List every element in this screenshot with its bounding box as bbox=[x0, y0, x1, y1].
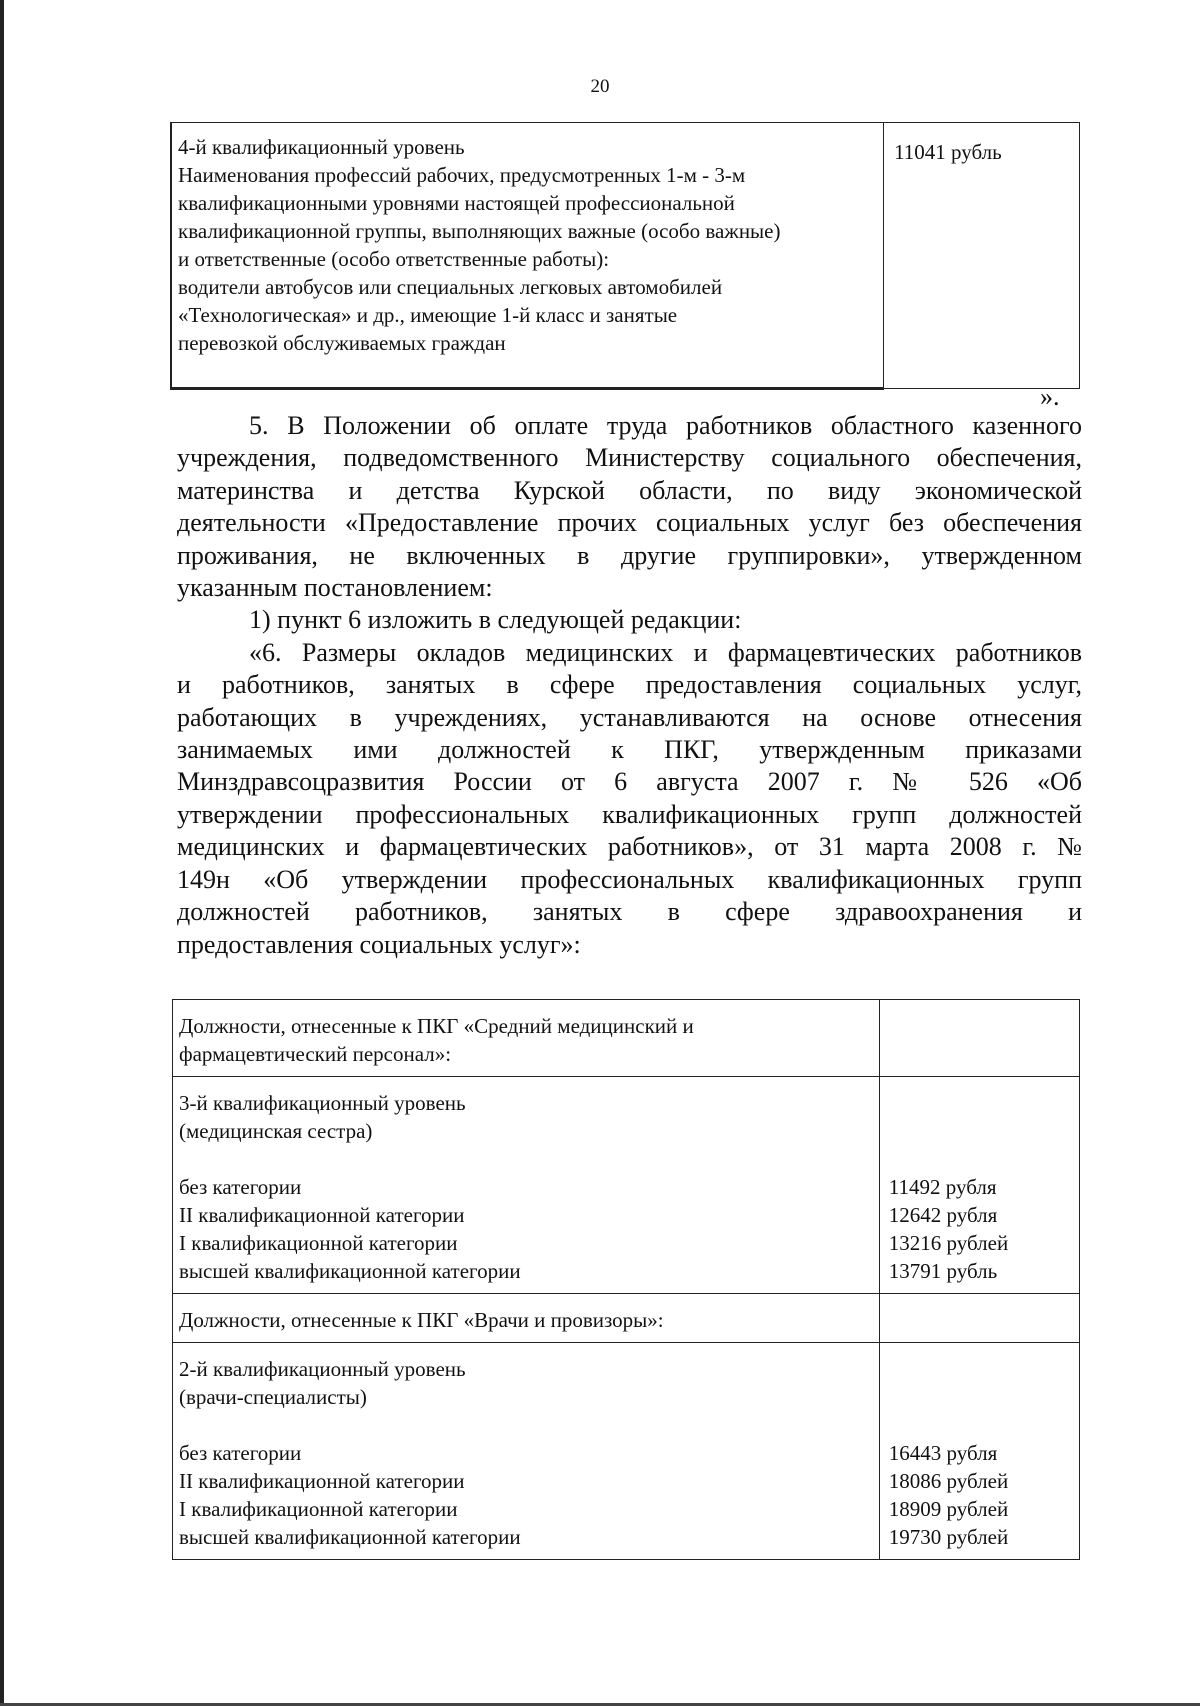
text-line: Минздравсоцразвития России от 6 августа 2007 г. № 526 «Об bbox=[177, 767, 1082, 797]
empty-salary-cell bbox=[879, 1000, 1079, 1077]
table-text-line: водители автобусов или специальных легковых автомобилей bbox=[178, 275, 723, 299]
text-line: деятельности «Предоставление прочих социальных услуг без обеспечения bbox=[177, 508, 1082, 538]
category-list-cell bbox=[173, 1077, 880, 1294]
category-label: высшей квалификационной категории bbox=[179, 1525, 521, 1549]
category-label: I квалификационной категории bbox=[179, 1497, 458, 1521]
table-row bbox=[173, 1294, 1080, 1343]
salary-value: 16443 рубля bbox=[888, 1441, 998, 1465]
salary-value: 18086 рублей bbox=[888, 1469, 1009, 1493]
salary-value: 13216 рублей bbox=[888, 1231, 1009, 1255]
group-header-cell bbox=[173, 1000, 880, 1077]
salary-value: 18909 рублей bbox=[888, 1497, 1009, 1521]
group-header-cell bbox=[173, 1294, 880, 1343]
scan-left-edge bbox=[0, 0, 4, 1706]
table-row bbox=[173, 1343, 1080, 1560]
text-line: указанным постановлением: bbox=[177, 573, 493, 603]
document-body bbox=[177, 410, 1082, 961]
table-row bbox=[171, 123, 1080, 389]
category-label: без категории bbox=[179, 1175, 302, 1199]
text-line: «6. Размеры окладов медицинских и фармацевтических работников bbox=[249, 637, 1082, 667]
salary-value: 11041 рубль bbox=[894, 140, 1002, 164]
paragraph-6 bbox=[177, 637, 1082, 961]
salary-value: 19730 рублей bbox=[888, 1525, 1009, 1549]
table-text-line: и ответственные (особо ответственные работы): bbox=[178, 247, 610, 271]
spacer bbox=[889, 1145, 1079, 1173]
table-salary-by-category bbox=[172, 999, 1080, 1560]
text-line: учреждения, подведомственного Министерству социального обеспечения, bbox=[177, 443, 1082, 473]
table-cell-salary bbox=[884, 123, 1080, 389]
table-row bbox=[173, 1000, 1080, 1077]
table-text-line: (медицинская сестра) bbox=[179, 1119, 373, 1143]
category-label: без категории bbox=[179, 1441, 302, 1465]
spacer bbox=[889, 1383, 1079, 1411]
table-text-line: перевозкой обслуживаемых граждан bbox=[178, 331, 506, 355]
text-line: материнства и детства Курской области, по виду экономической bbox=[177, 475, 1082, 505]
text-line: и работников, занятых в сфере предоставления социальных услуг, bbox=[177, 670, 1082, 700]
table-qualification-level-4 bbox=[170, 122, 1080, 390]
text-line: 1) пункт 6 изложить в следующей редакции: bbox=[249, 605, 742, 635]
spacer bbox=[179, 1411, 873, 1439]
paragraph-5 bbox=[177, 410, 1082, 604]
category-label: II квалификационной категории bbox=[179, 1203, 465, 1227]
closing-quote: ». bbox=[1040, 382, 1060, 411]
category-list-cell bbox=[173, 1343, 880, 1560]
text-line: должностей работников, занятых в сфере здравоохранения и bbox=[177, 897, 1082, 927]
salary-value: 12642 рубля bbox=[888, 1203, 998, 1227]
table-cell-description bbox=[171, 123, 884, 389]
table-text-line: квалификационными уровнями настоящей профессиональной bbox=[178, 191, 735, 215]
spacer bbox=[179, 1145, 873, 1173]
text-line: работающих в учреждениях, устанавливаются на основе отнесения bbox=[177, 702, 1082, 732]
spacer bbox=[889, 1355, 1079, 1383]
table-text-line: 4-й квалификационный уровень bbox=[178, 135, 465, 159]
table-text-line: 3-й квалификационный уровень bbox=[179, 1091, 466, 1115]
item-1 bbox=[177, 604, 1082, 636]
page-number: 20 bbox=[590, 76, 610, 97]
text-line: занимаемых ими должностей к ПКГ, утвержденным приказами bbox=[177, 735, 1082, 765]
salary-value: 13791 рубль bbox=[888, 1259, 998, 1283]
table-text-line: Должности, отнесенные к ПКГ «Средний медицинский и bbox=[179, 1014, 694, 1038]
salary-list-cell bbox=[879, 1343, 1079, 1560]
table-text-line: «Технологическая» и др., имеющие 1-й класс и занятые bbox=[178, 303, 678, 327]
text-line: 149н «Об утверждении профессиональных квалификационных групп bbox=[177, 864, 1082, 894]
text-line: 5. В Положении об оплате труда работников областного казенного bbox=[249, 411, 1082, 440]
category-label: I квалификационной категории bbox=[179, 1231, 458, 1255]
table-text-line: квалификационной группы, выполняющих важные (особо важные) bbox=[178, 219, 781, 243]
spacer bbox=[889, 1089, 1079, 1117]
text-line: предоставления социальных услуг»: bbox=[177, 929, 581, 959]
table-row bbox=[173, 1077, 1080, 1294]
spacer bbox=[889, 1117, 1079, 1145]
spacer bbox=[889, 1411, 1079, 1439]
text-line: проживания, не включенных в другие группировки», утвержденном bbox=[177, 540, 1082, 570]
category-label: II квалификационной категории bbox=[179, 1469, 465, 1493]
table-text-line: фармацевтический персонал»: bbox=[179, 1042, 452, 1066]
salary-list-cell bbox=[879, 1077, 1079, 1294]
table-text-line: (врачи-специалисты) bbox=[179, 1385, 367, 1409]
text-line: медицинских и фармацевтических работников», от 31 марта 2008 г. № bbox=[177, 832, 1082, 862]
table-text-line: 2-й квалификационный уровень bbox=[179, 1357, 466, 1381]
text-line: утверждении профессиональных квалификационных групп должностей bbox=[177, 799, 1082, 829]
salary-value: 11492 рубля bbox=[888, 1175, 997, 1199]
category-label: высшей квалификационной категории bbox=[179, 1259, 521, 1283]
table-text-line: Должности, отнесенные к ПКГ «Врачи и провизоры»: bbox=[179, 1308, 664, 1332]
table-text-line: Наименования профессий рабочих, предусмотренных 1-м - 3-м bbox=[178, 163, 746, 187]
empty-salary-cell bbox=[879, 1294, 1079, 1343]
